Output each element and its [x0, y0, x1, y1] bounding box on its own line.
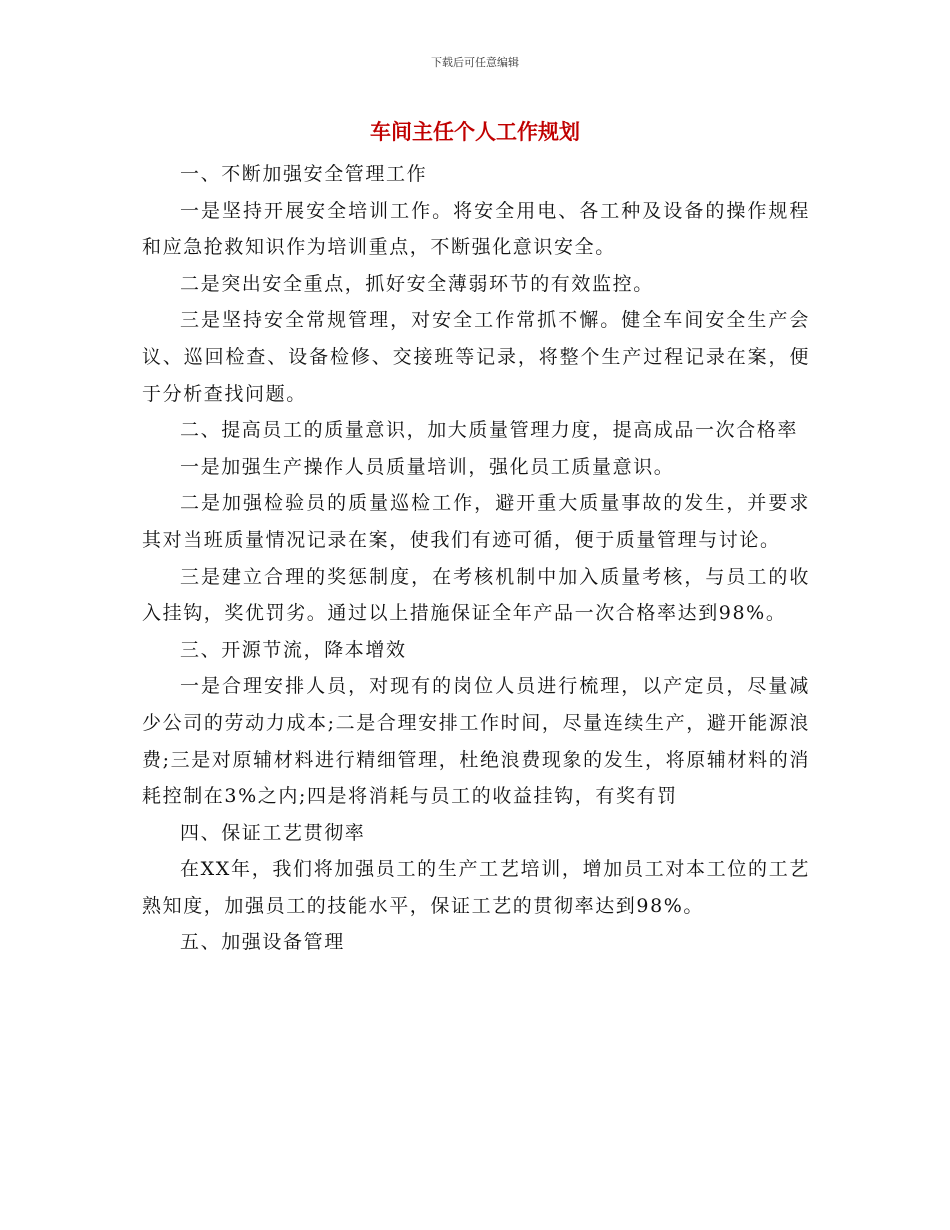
- header-note: 下载后可任意编辑: [431, 56, 519, 69]
- paragraph: 三是坚持安全常规管理，对安全工作常抓不懈。健全车间安全生产会议、巡回检查、设备检修、交接班等记录，将整个生产过程记录在案，便于分析查找问题。: [142, 309, 810, 405]
- heading-5: 五、加强设备管理: [180, 931, 345, 954]
- document-title: 车间主任个人工作规划: [370, 120, 580, 144]
- paragraph: 三是建立合理的奖惩制度，在考核机制中加入质量考核，与员工的收入挂钩，奖优罚劣。通过以上措施保证全年产品一次合格率达到98%。: [142, 565, 810, 625]
- paragraph: 二是加强检验员的质量巡检工作，避开重大质量事故的发生，并要求其对当班质量情况记录在案，使我们有迹可循，便于质量管理与讨论。: [142, 492, 810, 551]
- paragraph: 一是合理安排人员，对现有的岗位人员进行梳理，以产定员，尽量减少公司的劳动力成本;二是合理安排工作时间，尽量连续生产，避开能源浪费;三是对原辅材料进行精细管理，杜绝浪费现象的发生，将原辅材料的消耗控制在3%之内;四是将消耗与员工的收益挂钩，有奖有罚: [142, 675, 810, 808]
- paragraph: 一是坚持开展安全培训工作。将安全用电、各工种及设备的操作规程和应急抢救知识作为培训重点，不断强化意识安全。: [142, 199, 810, 259]
- heading-2: 二、提高员工的质量意识，加大质量管理力度，提高成品一次合格率: [180, 419, 799, 442]
- paragraph: 二是突出安全重点，抓好安全薄弱环节的有效监控。: [180, 272, 654, 295]
- heading-4: 四、保证工艺贯彻率: [180, 821, 366, 844]
- paragraph: 一是加强生产操作人员质量培训，强化员工质量意识。: [180, 455, 675, 478]
- paragraph: 在XX年，我们将加强员工的生产工艺培训，增加员工对本工位的工艺熟知度，加强员工的技能水平，保证工艺的贯彻率达到98%。: [142, 858, 810, 917]
- heading-3: 三、开源节流，降本增效: [180, 638, 407, 661]
- heading-1: 一、不断加强安全管理工作: [180, 163, 428, 185]
- document-body: [142, 156, 810, 961]
